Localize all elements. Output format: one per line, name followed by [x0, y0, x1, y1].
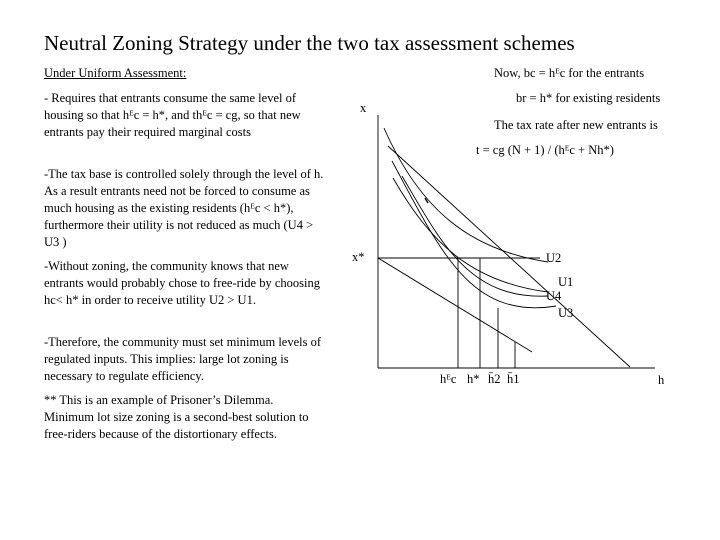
entrant-base-text: Now, bc = hᴱc for the entrants	[494, 66, 645, 80]
x-star-label: x*	[352, 250, 365, 264]
label-u1: U1	[558, 275, 574, 289]
label-u4: U4	[546, 289, 562, 303]
tick-h1: h̄1	[507, 372, 520, 386]
tick-hstar: h*	[467, 372, 480, 386]
curve-u4	[402, 176, 548, 296]
tax-rate-formula: t = cg (N + 1) / (hᴱc + Nh*)	[476, 143, 614, 157]
tick-hzc: hᴱc	[440, 372, 457, 386]
paragraph-4: -Therefore, the community must set minimum levels of regulated inputs. This implies: large lot zoning is necessary to regulate efficiency.	[44, 335, 322, 383]
y-axis-label: x	[360, 101, 367, 115]
label-u2: U2	[546, 251, 562, 265]
paragraph-1: - Requires that entrants consume the same level of housing so that hᴱc = h*, and thᴱc = cg, so that new entrants pay their required marginal costs	[44, 91, 301, 139]
budget-line-steep	[388, 146, 630, 367]
page-title: Neutral Zoning Strategy under the two tax assessment schemes	[44, 31, 575, 55]
budget-line-low	[378, 258, 532, 352]
paragraph-2: -The tax base is controlled solely through the level of h. As a result entrants need not be forced to consume as much housing as the existing residents (hᴱc < h*), furthermore their utility is not reduced as much (U4 > U3 )	[44, 167, 324, 249]
tick-h2: h̄2	[488, 372, 501, 386]
paragraph-5: ** This is an example of Prisoner’s Dilemma. Minimum lot size zoning is a second-best solution to free-riders because of the distortionary effects.	[44, 393, 309, 441]
curve-u3	[392, 161, 556, 308]
curve-u2	[384, 128, 548, 262]
section-heading: Under Uniform Assessment:	[44, 66, 187, 80]
x-axis-label: h	[658, 373, 665, 387]
label-u3: U3	[558, 306, 574, 320]
resident-base-text: br = h* for existing residents	[516, 91, 661, 105]
tax-rate-text: The tax rate after new entrants is	[494, 118, 658, 132]
paragraph-3: -Without zoning, the community knows that new entrants would probably chose to free-ride by choosing hc< h* in order to receive utility U2 > U1.	[44, 259, 320, 307]
